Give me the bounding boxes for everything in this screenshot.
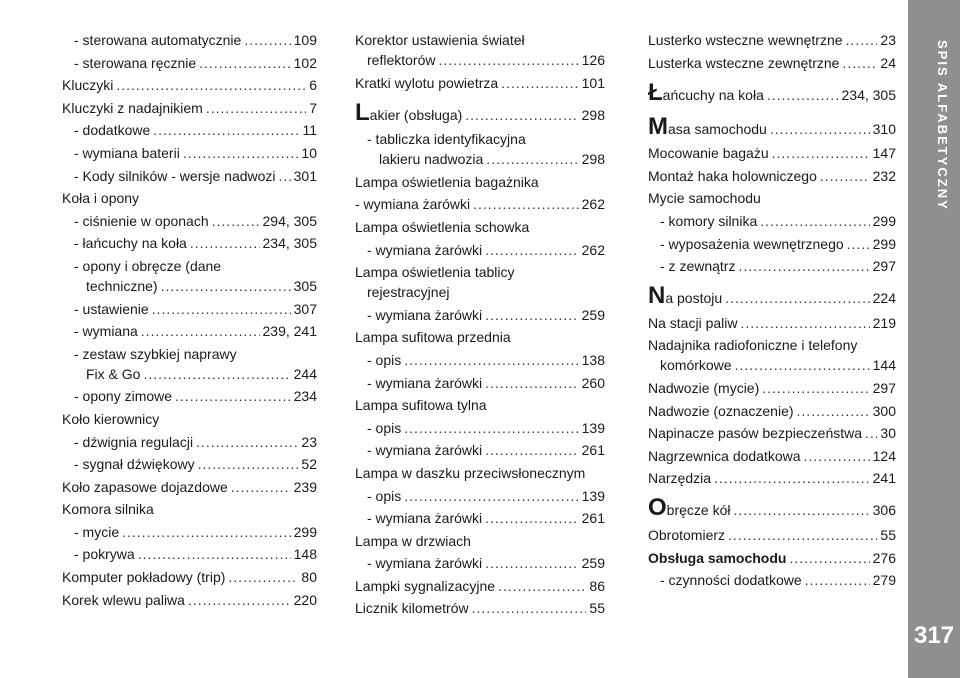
leader-dots: [725, 286, 869, 310]
entry-page: 232: [872, 167, 896, 184]
leader-dots: [404, 418, 578, 438]
entry-page: 24: [880, 54, 896, 71]
leader-dots: [196, 432, 298, 452]
entry-label-continued: techniczne): [86, 277, 158, 294]
entry-page: 259: [581, 306, 605, 323]
entry-label: Nadwozie (oznaczenie): [648, 402, 794, 419]
entry-page: 102: [293, 54, 317, 71]
entry-label: Narzędzia: [648, 470, 712, 487]
leader-dots: [188, 590, 291, 610]
entry-page: 234, 305: [841, 86, 896, 103]
entry-label-continued: rejestracyjnej: [367, 284, 450, 301]
index-entry: [62, 188, 317, 208]
entry-label: Lampa oświetlenia schowka: [355, 218, 530, 235]
index-entry: [648, 423, 896, 443]
index-entry: [355, 217, 605, 237]
entry-page: 301: [293, 167, 317, 184]
index-entry: [62, 409, 317, 429]
entry-page: 11: [302, 122, 317, 139]
entry-page: 298: [581, 151, 605, 168]
leader-dots: [485, 373, 579, 393]
index-entry: [355, 395, 605, 415]
section-initial: L: [355, 98, 370, 126]
entry-label: - dodatkowe: [74, 122, 151, 139]
index-entry: [355, 508, 605, 528]
letter-entry: [648, 78, 896, 107]
entry-label: - opony i obręcze (dane: [74, 257, 222, 274]
leader-dots: [141, 321, 260, 341]
letter-entry: [648, 112, 896, 141]
entry-label: - czynności dodatkowe: [660, 572, 802, 589]
index-entry: [648, 570, 896, 590]
leader-dots: [735, 355, 870, 375]
entry-page: 299: [293, 523, 317, 540]
entry-label-continued: komórkowe: [660, 357, 732, 374]
entry-line: [648, 355, 896, 375]
entry-label: Licznik kilometrów: [355, 600, 469, 617]
entry-page: 10: [301, 144, 317, 161]
index-entry: [62, 544, 317, 564]
index-entry: [62, 386, 317, 406]
leader-dots: [465, 103, 578, 127]
index-entry: [355, 350, 605, 370]
leader-dots: [762, 378, 869, 398]
leader-dots: [175, 386, 291, 406]
entry-label-rest: ańcuchy na koła: [662, 86, 764, 103]
leader-dots: [714, 468, 870, 488]
entry-page: 310: [872, 120, 896, 137]
index-entry: [355, 194, 605, 214]
entry-line: [62, 364, 317, 384]
index-entry: [62, 233, 317, 253]
entry-page: 52: [301, 456, 317, 473]
index-entry: [355, 463, 605, 483]
entry-label: - wymiana: [74, 323, 138, 340]
entry-page: 224: [872, 290, 896, 307]
index-entry: [62, 211, 317, 231]
leader-dots: [501, 73, 578, 93]
entry-label: - ciśnienie w oponach: [74, 212, 209, 229]
entry-line: [355, 262, 605, 282]
index-entry: [355, 486, 605, 506]
entry-label-rest: asa samochodu: [668, 120, 767, 137]
leader-dots: [404, 350, 578, 370]
entry-page: 307: [293, 300, 317, 317]
entry-label: Lampki sygnalizacyjne: [355, 577, 496, 594]
entry-label: Kratki wylotu powietrza: [355, 74, 499, 91]
entry-label: Nadajnika radiofoniczne i telefony: [648, 337, 858, 354]
leader-dots: [797, 401, 870, 421]
index-entry: [648, 234, 896, 254]
entry-line: [355, 50, 605, 70]
entry-page: 234, 305: [262, 235, 317, 252]
entry-label: Lampa sufitowa przednia: [355, 329, 511, 346]
index-entry: [648, 30, 896, 50]
index-entry: [355, 240, 605, 260]
index-entry: [62, 143, 317, 163]
entry-page: 305: [293, 277, 317, 294]
leader-dots: [760, 211, 869, 231]
index-entry: [648, 335, 896, 375]
entry-page: 239: [293, 478, 317, 495]
entry-label: Mycie samochodu: [648, 190, 761, 207]
entry-label: Koło kierownicy: [62, 410, 160, 427]
leader-dots: [740, 313, 869, 333]
entry-label: Obrotomierz: [648, 526, 726, 543]
leader-dots: [728, 525, 877, 545]
entry-page: 30: [880, 425, 896, 442]
leader-dots: [161, 276, 291, 296]
index-entry: [648, 401, 896, 421]
entry-page: 298: [581, 106, 605, 123]
entry-label: - wymiana żarówki: [367, 555, 483, 572]
index-entry: [62, 321, 317, 341]
entry-label: [355, 98, 463, 127]
entry-page: 6: [309, 77, 317, 94]
entry-page: 297: [872, 258, 896, 275]
entry-page: 276: [872, 549, 896, 566]
leader-dots: [152, 299, 291, 319]
entry-page: 139: [581, 487, 605, 504]
entry-page: 109: [293, 32, 317, 48]
entry-label: Komputer pokładowy (trip): [62, 569, 226, 586]
entry-label: [648, 284, 722, 310]
entry-label: Lampa oświetlenia bagażnika: [355, 173, 539, 190]
entry-label: - wymiana żarówki: [367, 306, 483, 323]
entry-page: 241: [872, 470, 896, 487]
leader-dots: [485, 440, 579, 460]
entry-label: - wymiana żarówki: [367, 374, 483, 391]
entry-label: - zestaw szybkiej naprawy: [74, 345, 237, 362]
entry-page: 124: [872, 447, 896, 464]
entry-page: 80: [301, 569, 317, 586]
entry-label: Kluczyki: [62, 77, 114, 94]
entry-line: [355, 282, 605, 302]
index-entry: [648, 256, 896, 276]
entry-label: Lusterko wsteczne wewnętrzne: [648, 32, 843, 48]
entry-label: Mocowanie bagażu: [648, 145, 769, 162]
section-initial: Ł: [648, 78, 663, 106]
entry-page: 261: [581, 442, 605, 459]
section-initial: N: [648, 282, 666, 310]
entry-label: Kluczyki z nadajnikiem: [62, 99, 203, 116]
entry-page: 220: [293, 591, 317, 608]
leader-dots: [199, 53, 290, 73]
entry-label: - ustawienie: [74, 300, 149, 317]
entry-label: Lampa w drzwiach: [355, 532, 471, 549]
index-entry: [355, 327, 605, 347]
entry-label-continued: Fix & Go: [86, 365, 141, 382]
entry-label-continued: reflektorów: [367, 52, 436, 68]
entry-label: - dźwignia regulacji: [74, 433, 194, 450]
leader-dots: [138, 544, 291, 564]
leader-dots: [733, 498, 869, 522]
index-entry: [355, 531, 605, 551]
entry-page: 299: [872, 212, 896, 229]
leader-dots: [485, 305, 579, 325]
leader-dots: [789, 548, 869, 568]
entry-page: 300: [872, 402, 896, 419]
section-initial: M: [648, 112, 668, 140]
index-entry: [355, 73, 605, 93]
entry-page: 147: [872, 145, 896, 162]
entry-label: Koła i opony: [62, 190, 140, 207]
index-entry: [355, 418, 605, 438]
entry-label: Lusterka wsteczne zewnętrzne: [648, 54, 840, 71]
leader-dots: [190, 233, 260, 253]
index-entry: [62, 299, 317, 319]
entry-page: 261: [581, 510, 605, 527]
entry-label: - pokrywa: [74, 546, 135, 563]
entry-label: Korektor ustawienia świateł: [355, 32, 525, 48]
entry-label: - mycie: [74, 523, 120, 540]
entry-page: 262: [581, 241, 605, 258]
index-entry: [62, 590, 317, 610]
entry-label-continued: lakieru nadwozia: [379, 151, 484, 168]
index-entry: [355, 373, 605, 393]
leader-dots: [116, 75, 306, 95]
entry-label: - wyposażenia wewnętrznego: [660, 235, 844, 252]
index-entry: [648, 313, 896, 333]
entry-line: [62, 256, 317, 276]
index-entry: [62, 166, 317, 186]
index-entry: [648, 53, 896, 73]
index-entry: [62, 567, 317, 587]
entry-page: 23: [880, 32, 896, 48]
leader-dots: [472, 598, 587, 618]
index-entry: [62, 98, 317, 118]
entry-label: - opis: [367, 419, 402, 436]
index-entry: [355, 30, 605, 70]
index-entry: [62, 499, 317, 519]
entry-page: 55: [880, 526, 896, 543]
entry-page: 294, 305: [262, 212, 317, 229]
leader-dots: [498, 576, 586, 596]
index-entry: [355, 440, 605, 460]
entry-page: 297: [872, 379, 896, 396]
entry-line: [62, 344, 317, 364]
index-entry: [648, 143, 896, 163]
leader-dots: [804, 446, 870, 466]
letter-entry: [355, 98, 605, 127]
entry-label: [648, 112, 767, 141]
leader-dots: [404, 486, 578, 506]
entry-page: 279: [872, 572, 896, 589]
index-entry: [355, 172, 605, 192]
index-entry: [62, 75, 317, 95]
leader-dots: [143, 364, 290, 384]
entry-page: 23: [301, 433, 317, 450]
entry-label: [648, 496, 730, 522]
leader-dots: [153, 120, 299, 140]
entry-label: Napinacze pasów bezpieczeństwa: [648, 425, 863, 442]
entry-label: Komora silnika: [62, 501, 154, 518]
index-entry: [62, 344, 317, 384]
entry-page: 126: [581, 52, 605, 68]
leader-dots: [805, 570, 870, 590]
index-entry: [62, 53, 317, 73]
index-entry: [62, 120, 317, 140]
index-entry: [648, 525, 896, 545]
page-number: 317: [913, 622, 955, 649]
index-entry: [648, 446, 896, 466]
index-entry: [355, 576, 605, 596]
leader-dots: [738, 256, 869, 276]
leader-dots: [228, 567, 298, 587]
index-entry: [62, 522, 317, 542]
leader-dots: [847, 234, 870, 254]
leader-dots: [183, 143, 299, 163]
entry-label: - wymiana baterii: [74, 144, 180, 161]
leader-dots: [865, 423, 877, 443]
index-entry: [62, 256, 317, 296]
leader-dots: [772, 143, 870, 163]
leader-dots: [846, 30, 878, 50]
entry-page: 262: [581, 196, 605, 213]
entry-label: Korek wlewu paliwa: [62, 591, 185, 608]
index-entry: [648, 548, 896, 568]
entry-label: Obsługa samochodu: [648, 549, 787, 566]
entry-page: 139: [581, 419, 605, 436]
leader-dots: [485, 240, 579, 260]
entry-line: [355, 129, 605, 149]
entry-label: - sygnał dźwiękowy: [74, 456, 195, 473]
entry-page: 219: [872, 314, 896, 331]
entry-page: 55: [589, 600, 605, 617]
leader-dots: [198, 454, 299, 474]
sidebar-title: SPIS ALFABETYCZNY: [935, 40, 950, 211]
leader-dots: [485, 508, 579, 528]
leader-dots: [485, 553, 579, 573]
entry-label: - wymiana żarówki: [367, 510, 483, 527]
entry-line: [355, 149, 605, 169]
entry-label: - komory silnika: [660, 212, 758, 229]
entry-label: Nagrzewnica dodatkowa: [648, 447, 801, 464]
entry-label: - z zewnątrz: [660, 258, 736, 275]
leader-dots: [244, 30, 290, 50]
leader-dots: [438, 50, 578, 70]
letter-entry: [648, 284, 896, 310]
entry-page: 86: [589, 577, 605, 594]
entry-label: Lampa oświetlenia tablicy: [355, 264, 515, 281]
index-entry: [648, 378, 896, 398]
entry-page: 7: [309, 99, 317, 116]
index-entry: [62, 432, 317, 452]
entry-line: [62, 276, 317, 296]
entry-page: 144: [872, 357, 896, 374]
leader-dots: [473, 194, 579, 214]
leader-dots: [122, 522, 291, 542]
index-entry: [355, 305, 605, 325]
leader-dots: [770, 117, 870, 141]
entry-label: - sterowana automatycznie: [74, 32, 242, 48]
leader-dots: [486, 149, 578, 169]
index-entry: [355, 262, 605, 302]
entry-label: - sterowana ręcznie: [74, 54, 197, 71]
entry-label: - opis: [367, 487, 402, 504]
entry-label: - opis: [367, 351, 402, 368]
entry-label-rest: bręcze kół: [666, 502, 731, 519]
entry-page: 234: [293, 388, 317, 405]
index-entry: [648, 166, 896, 186]
entry-label: [648, 78, 764, 107]
entry-page: 299: [872, 235, 896, 252]
entry-label: - tabliczka identyfikacyjna: [367, 131, 526, 148]
entry-label-rest: akier (obsługa): [369, 106, 463, 123]
index-entry: [648, 188, 896, 208]
leader-dots: [767, 83, 839, 107]
index-entry: [355, 129, 605, 169]
leader-dots: [279, 166, 291, 186]
leader-dots: [820, 166, 870, 186]
index-entry: [355, 553, 605, 573]
leader-dots: [206, 98, 306, 118]
index-entry: [648, 468, 896, 488]
entry-label: - opony zimowe: [74, 388, 173, 405]
entry-label: - Kody silników - wersje nadwozi: [74, 167, 276, 184]
index-entry: [62, 454, 317, 474]
leader-dots: [842, 53, 877, 73]
index-column-3: [648, 30, 896, 593]
entry-line: [648, 335, 896, 355]
entry-page: 260: [581, 374, 605, 391]
entry-page: 259: [581, 555, 605, 572]
entry-label: Lampa w daszku przeciwsłonecznym: [355, 464, 586, 481]
entry-label: Koło zapasowe dojazdowe: [62, 478, 228, 495]
index-entry: [62, 30, 317, 50]
entry-page: 138: [581, 351, 605, 368]
entry-label: Lampa sufitowa tylna: [355, 397, 487, 414]
entry-label: - łańcuchy na koła: [74, 235, 187, 252]
entry-label: - wymiana żarówki: [367, 442, 483, 459]
entry-page: 306: [872, 502, 896, 519]
entry-line: [355, 30, 605, 50]
index-sidebar: [908, 0, 960, 678]
index-column-2: [355, 30, 605, 621]
letter-entry: [648, 496, 896, 522]
entry-page: 101: [581, 74, 605, 91]
index-column-1: [62, 30, 317, 612]
entry-label-rest: a postoju: [665, 290, 723, 307]
index-entry: [62, 477, 317, 497]
leader-dots: [231, 477, 291, 497]
entry-label: Montaż haka holowniczego: [648, 167, 817, 184]
entry-label: - wymiana żarówki: [367, 241, 483, 258]
index-entry: [648, 211, 896, 231]
index-entry: [355, 598, 605, 618]
entry-page: 244: [293, 365, 317, 382]
entry-page: 148: [293, 546, 317, 563]
entry-label: Na stacji paliw: [648, 314, 738, 331]
entry-page: 239, 241: [262, 323, 317, 340]
entry-label: - wymiana żarówki: [355, 196, 471, 213]
entry-label: Nadwozie (mycie): [648, 379, 760, 396]
leader-dots: [212, 211, 260, 231]
section-initial: O: [648, 494, 667, 522]
